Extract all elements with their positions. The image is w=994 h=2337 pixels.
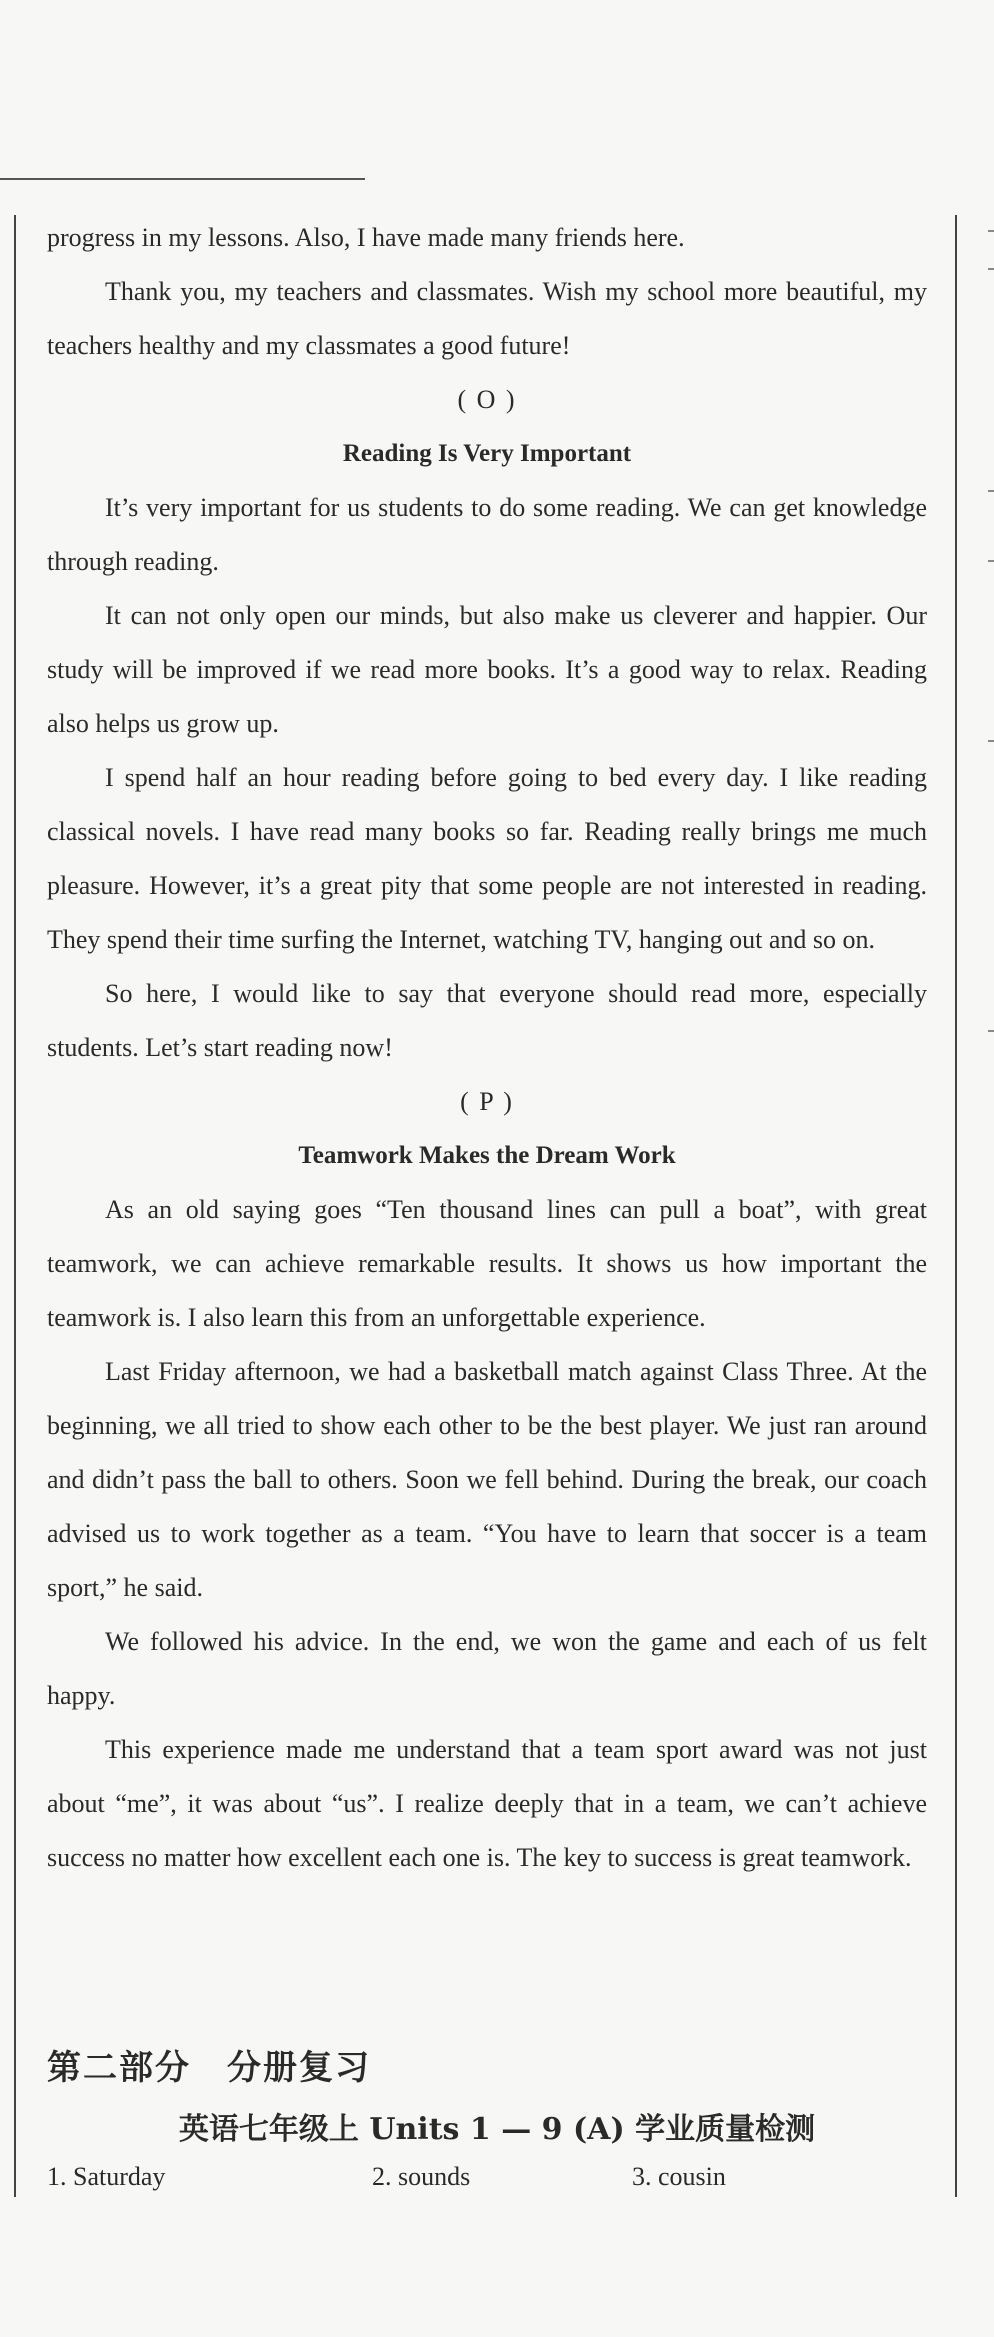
answer-item: 3. cousin bbox=[632, 2162, 726, 2191]
edge-mark bbox=[988, 1030, 994, 1032]
passage-o-paragraph: It can not only open our minds, but also make us cleverer and happier. Our study will be improved if we read more books. It’s a good way to relax. Reading also helps us grow up. bbox=[47, 601, 927, 738]
edge-mark bbox=[988, 560, 994, 562]
test-subheading: 英语七年级上 Units 1 — 9 (A) 学业质量检测 bbox=[178, 2112, 816, 2147]
answer-key-body bbox=[47, 211, 927, 1885]
passage-n-paragraph: Thank you, my teachers and classmates. Wish my school more beautiful, my teachers healthy and my classmates a good future! bbox=[47, 277, 927, 360]
passage-p-paragraph: This experience made me understand that a team sport award was not just about “me”, it was about “us”. I realize deeply that in a team, we can’t achieve success no matter how excellent each one is. The key to success is great teamwork. bbox=[47, 1735, 927, 1872]
passage-o-paragraph: It’s very important for us students to do some reading. We can get knowledge through reading. bbox=[47, 493, 927, 576]
section-heading: 第二部分 分册复习 bbox=[47, 2048, 371, 2088]
answer-item: 2. sounds bbox=[372, 2162, 471, 2191]
passage-p-paragraph: Last Friday afternoon, we had a basketball match against Class Three. At the beginning, we all tried to show each other to be the best player. We just ran around and didn’t pass the ball to others. Soon we fell behind. During the break, our coach advised us to work together as a team. “You have to learn that soccer is a team sport,” he said. bbox=[47, 1357, 927, 1602]
edge-mark bbox=[988, 268, 994, 270]
top-rule bbox=[0, 178, 365, 180]
passage-p-title: Teamwork Makes the Dream Work bbox=[298, 1142, 676, 1169]
passage-o-label: ( O ) bbox=[457, 385, 517, 414]
edge-mark bbox=[988, 230, 994, 232]
passage-p-paragraph: We followed his advice. In the end, we won the game and each of us felt happy. bbox=[47, 1627, 927, 1710]
edge-mark bbox=[988, 490, 994, 492]
passage-n-line: progress in my lessons. Also, I have made many friends here. bbox=[47, 223, 685, 252]
edge-mark bbox=[988, 740, 994, 742]
passage-o-paragraph: So here, I would like to say that everyone should read more, especially students. Let’s start reading now! bbox=[47, 979, 927, 1062]
passage-p-label: ( P ) bbox=[460, 1087, 514, 1116]
left-margin-rule bbox=[14, 215, 16, 2197]
right-margin-rule bbox=[955, 215, 957, 2197]
passage-p-paragraph: As an old saying goes “Ten thousand lines can pull a boat”, with great teamwork, we can achieve remarkable results. It shows us how important the teamwork is. I also learn this from an unforgettable experience. bbox=[47, 1195, 927, 1332]
passage-o-paragraph: I spend half an hour reading before going to bed every day. I like reading classical novels. I have read many books so far. Reading really brings me much pleasure. However, it’s a great pity that some people are not interested in reading. They spend their time surfing the Internet, watching TV, hanging out and so on. bbox=[47, 763, 927, 954]
answer-item: 1. Saturday bbox=[47, 2162, 166, 2191]
passage-o-title: Reading Is Very Important bbox=[342, 440, 632, 467]
